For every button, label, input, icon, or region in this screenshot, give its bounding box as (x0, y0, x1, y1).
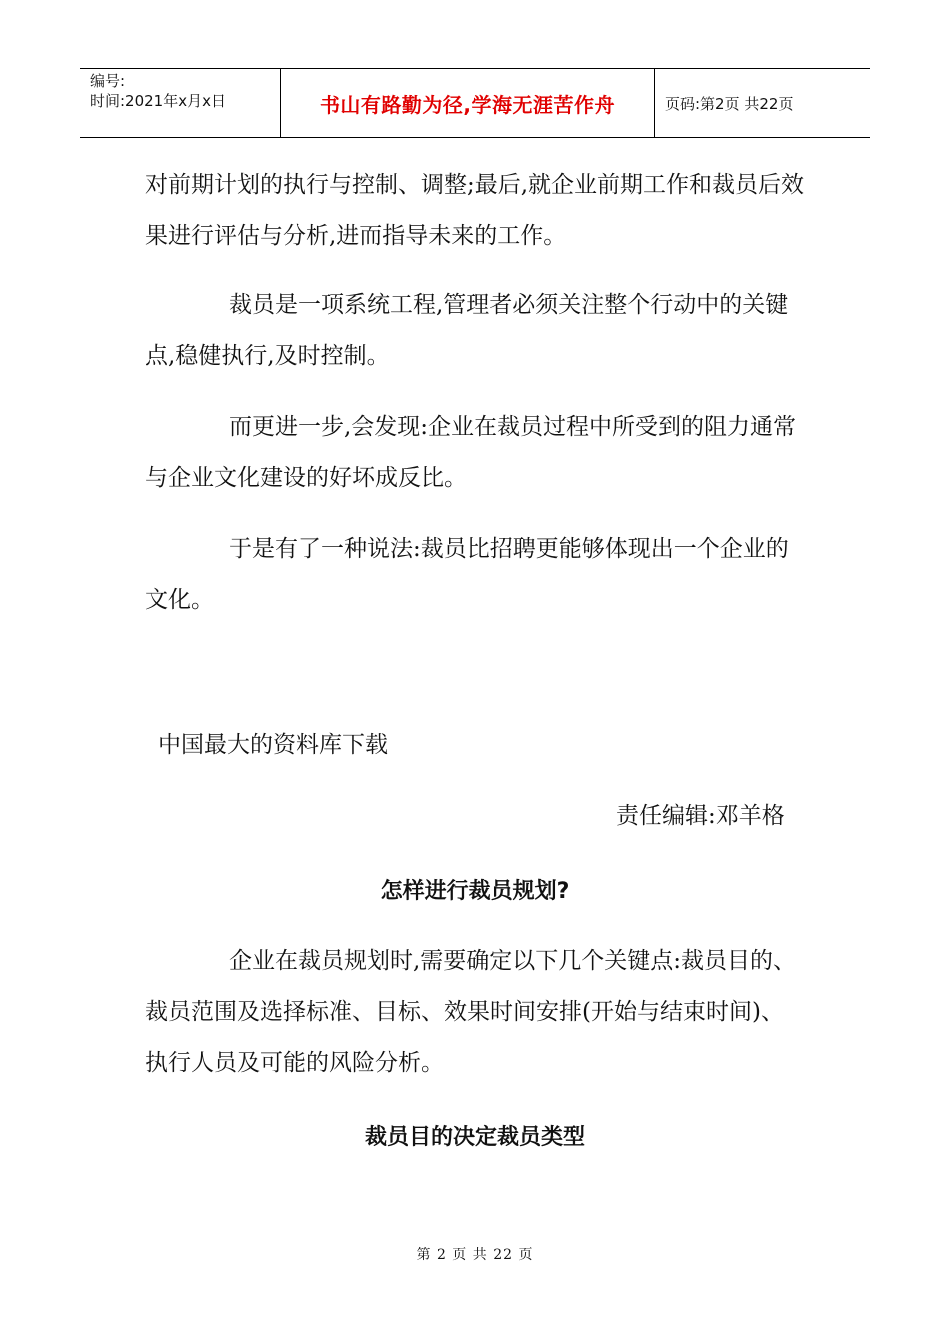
header-page-info: 页码:第2页 共22页 (665, 94, 794, 113)
paragraph-5: 企业在裁员规划时,需要确定以下几个关键点:裁员目的、裁员范围及选择标准、目标、效果时间安排(开始与结束时间)、执行人员及可能的风险分析。 (145, 948, 797, 1076)
document-header (80, 68, 870, 138)
page-footer: 第 2 页 共 22 页 (416, 1247, 534, 1263)
source-note: 中国最大的资料库下载 (158, 732, 388, 758)
paragraph-1: 对前期计划的执行与控制、调整;最后,就企业前期工作和裁员后效果进行评估与分析,进而指导未来的工作。 (145, 172, 805, 249)
editor-credit: 责任编辑:邓羊格 (616, 803, 785, 829)
time-label: 时间:2021年x月x日 (90, 92, 226, 110)
paragraph-2: 裁员是一项系统工程,管理者必须关注整个行动中的关键点,稳健执行,及时控制。 (145, 292, 789, 369)
header-motto: 书山有路勤为径,学海无涯苦作舟 (281, 69, 655, 137)
paragraph-3: 而更进一步,会发现:企业在裁员过程中所受到的阻力通常与企业文化建设的好坏成反比。 (145, 414, 797, 491)
section-heading-1: 怎样进行裁员规划? (380, 879, 570, 904)
paragraph-4: 于是有了一种说法:裁员比招聘更能够体现出一个企业的文化。 (145, 536, 789, 613)
number-label: 编号: (90, 72, 126, 90)
section-heading-2: 裁员目的决定裁员类型 (364, 1125, 585, 1150)
header-meta-cell (80, 69, 281, 137)
